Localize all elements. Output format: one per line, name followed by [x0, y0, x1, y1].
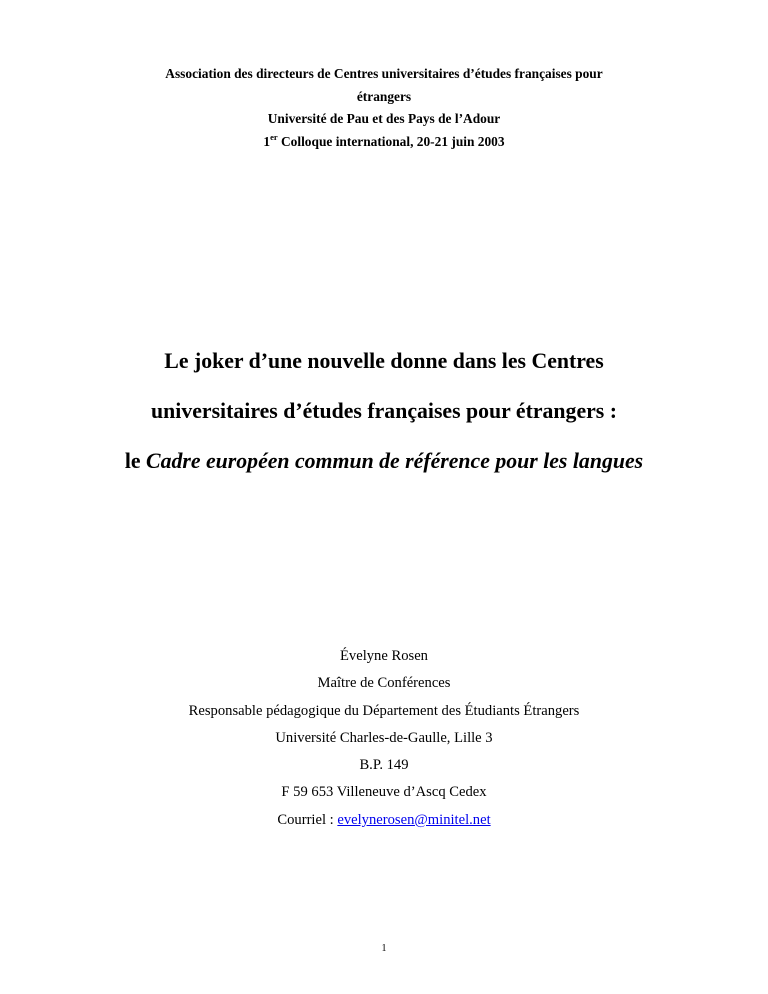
author-university: Université Charles-de-Gaulle, Lille 3: [275, 729, 493, 746]
paper-title: [40, 336, 728, 486]
author-block: [110, 643, 658, 834]
email-label: Courriel :: [277, 811, 338, 828]
association-name-continued: étrangers: [356, 88, 412, 104]
conference-number: 1: [263, 133, 271, 149]
association-name: Association des directeurs de Centres universitaires d’études françaises pour: [165, 66, 603, 81]
author-city: F 59 653 Villeneuve d’Ascq Cedex: [281, 784, 487, 801]
author-po-box: B.P. 149: [359, 757, 409, 774]
paper-title-italic: Cadre européen commun de référence pour les langues: [146, 449, 644, 473]
paper-title-line-2: universitaires d’études françaises pour étrangers :: [151, 399, 617, 423]
email-link[interactable]: evelynerosen@minitel.net: [337, 811, 491, 828]
author-name: Évelyne Rosen: [340, 648, 428, 664]
conference-name-and-date: Colloque international, 20-21 juin 2003: [277, 133, 505, 149]
conference-header: [110, 63, 658, 153]
paper-title-line-1: Le joker d’une nouvelle donne dans les Centres: [164, 349, 604, 373]
author-position: Maître de Conférences: [317, 675, 451, 692]
conference-number-suffix: er: [270, 131, 278, 142]
conference-title: [110, 131, 658, 154]
host-university: Université de Pau et des Pays de l’Adour: [267, 111, 501, 126]
paper-title-line-3: [40, 436, 728, 486]
page-number: 1: [381, 943, 387, 954]
author-email-line: [110, 807, 658, 834]
paper-title-prefix: le: [124, 449, 147, 473]
author-role: Responsable pédagogique du Département des Étudiants Étrangers: [188, 702, 580, 719]
